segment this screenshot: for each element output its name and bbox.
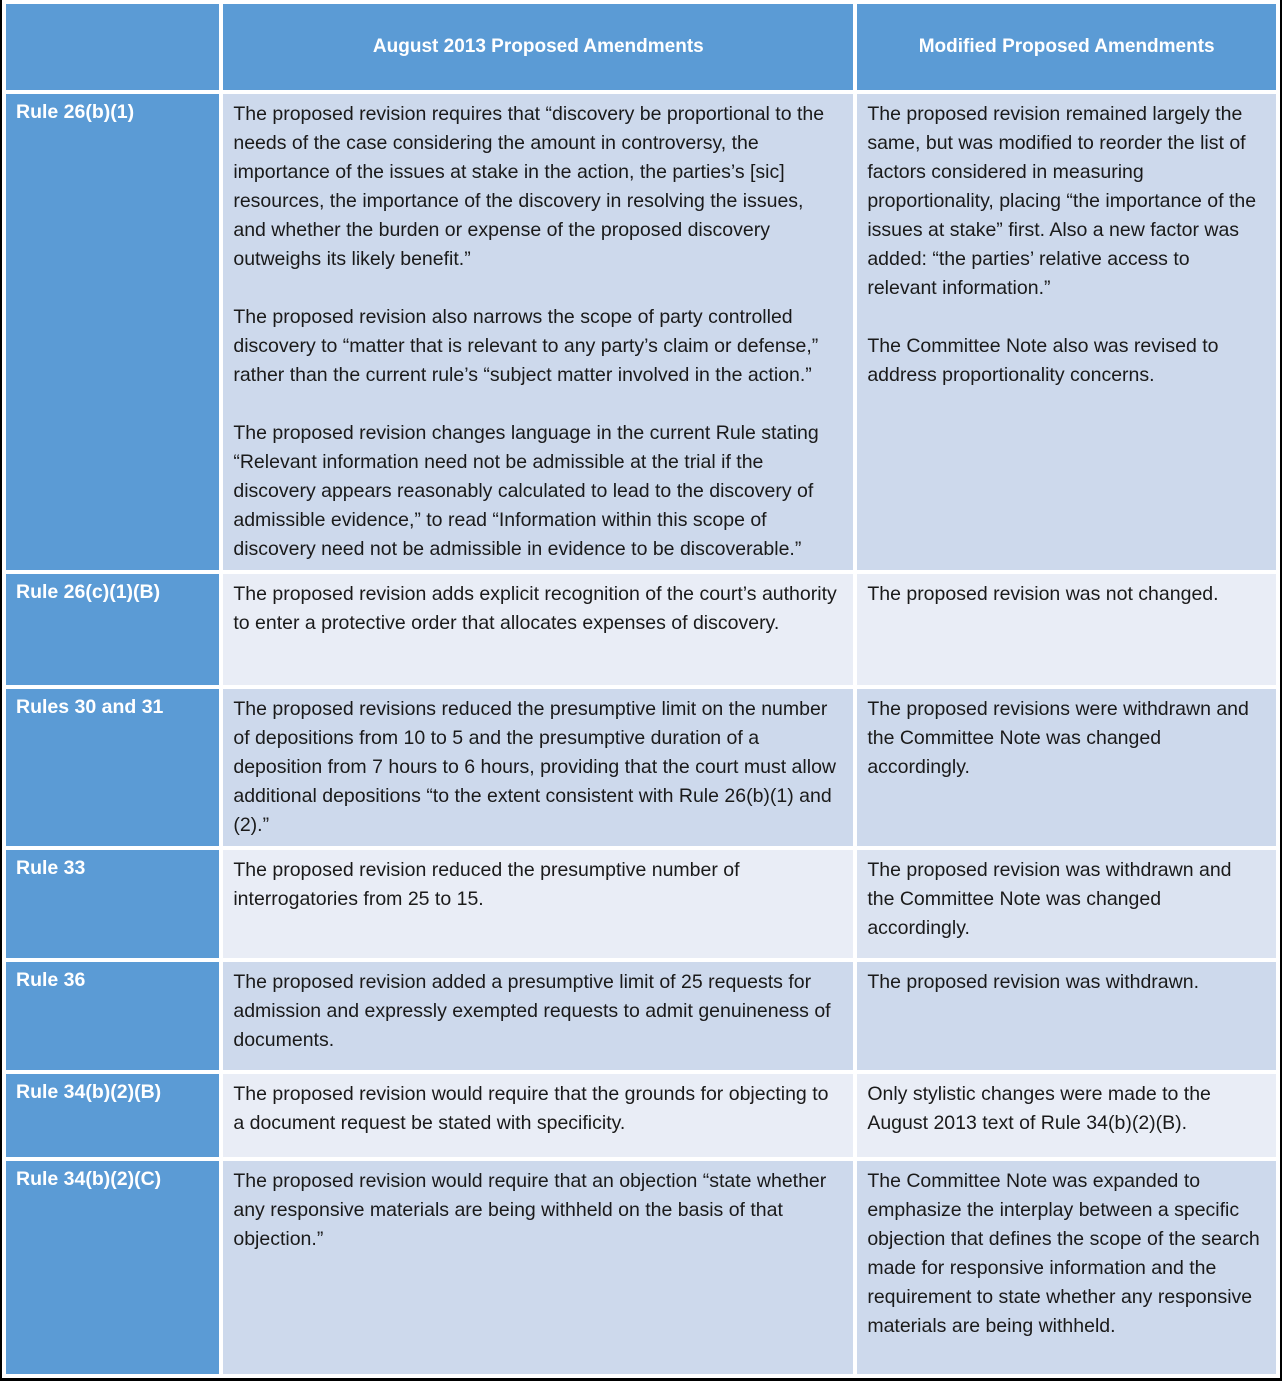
modified-amendment-cell: [857, 962, 1276, 1070]
corner-header-cell: [6, 4, 219, 90]
august-amendment-cell: [223, 1074, 853, 1157]
table-row: [6, 850, 1276, 958]
paragraph: The proposed revision also narrows the scope of party controlled discovery to “matter that is relevant to any party’s claim or defense,” rather than the current rule’s “subject matter involved in the action.”: [233, 306, 819, 386]
paragraph: The proposed revision was withdrawn.: [867, 971, 1199, 993]
rule-label-cell: Rule 33: [6, 850, 219, 958]
modified-column-header: Modified Proposed Amendments: [857, 4, 1276, 90]
amendments-comparison-table: [2, 0, 1280, 1378]
paragraph: The proposed revision reduced the presumptive number of interrogatories from 25 to 15.: [233, 859, 740, 910]
paragraph: The Committee Note was expanded to emphasize the interplay between a specific objection that defines the scope of the search made for responsive information and the requirement to state whether any responsive materials are being withheld.: [867, 1170, 1260, 1337]
table-row: [6, 1161, 1276, 1374]
modified-amendment-cell: [857, 850, 1276, 958]
table-row: [6, 962, 1276, 1070]
paragraph: The proposed revisions reduced the presumptive limit on the number of depositions from 10 to 5 and the presumptive duration of a deposition from 7 hours to 6 hours, providing that the court must allow additional depositions “to the extent consistent with Rule 26(b)(1) and (2).”: [233, 698, 836, 836]
header-row: [6, 4, 1276, 90]
paragraph: The proposed revision adds explicit recognition of the court’s authority to enter a protective order that allocates expenses of discovery.: [233, 583, 837, 634]
august-amendment-cell: [223, 1161, 853, 1374]
rule-label-cell: Rule 34(b)(2)(B): [6, 1074, 219, 1157]
paragraph: The proposed revision remained largely the same, but was modified to reorder the list of factors considered in measuring proportionality, placing “the importance of the issues at stake” first. Also a new factor was added: “the parties’ relative access to relevant information.”: [867, 103, 1257, 299]
modified-amendment-cell: [857, 94, 1276, 570]
paragraph: The proposed revision added a presumptive limit of 25 requests for admission and expressly exempted requests to admit genuineness of documents.: [233, 971, 831, 1051]
rule-label-cell: Rule 36: [6, 962, 219, 1070]
rules-table-body: [6, 94, 1276, 1374]
paragraph: Only stylistic changes were made to the August 2013 text of Rule 34(b)(2)(B).: [867, 1083, 1211, 1134]
rule-label-cell: Rule 26(b)(1): [6, 94, 219, 570]
august-amendment-cell: [223, 962, 853, 1070]
table-row: [6, 574, 1276, 685]
august-amendment-cell: [223, 689, 853, 846]
table-row: [6, 94, 1276, 570]
rule-label-cell: Rule 34(b)(2)(C): [6, 1161, 219, 1374]
august-amendment-cell: [223, 574, 853, 685]
rule-label-cell: Rules 30 and 31: [6, 689, 219, 846]
rule-label-cell: Rule 26(c)(1)(B): [6, 574, 219, 685]
august-column-header: August 2013 Proposed Amendments: [223, 4, 853, 90]
paragraph: The proposed revision would require that the grounds for objecting to a document request be stated with specificity.: [233, 1083, 829, 1134]
table-row: [6, 1074, 1276, 1157]
paragraph: The proposed revision would require that an objection “state whether any responsive materials are being withheld on the basis of that objection.”: [233, 1170, 827, 1250]
modified-amendment-cell: [857, 1074, 1276, 1157]
paragraph: The Committee Note also was revised to address proportionality concerns.: [867, 335, 1219, 386]
august-amendment-cell: [223, 94, 853, 570]
paragraph: The proposed revision changes language in the current Rule stating “Relevant information need not be admissible at the trial if the discovery appears reasonably calculated to lead to the discovery of admissible evidence,” to read “Information within this scope of discovery need not be admissible in evidence to be discoverable.”: [233, 422, 819, 560]
paragraph: The proposed revision was withdrawn and the Committee Note was changed accordingly.: [867, 859, 1232, 939]
paragraph: The proposed revision requires that “discovery be proportional to the needs of the case considering the amount in controversy, the importance of the issues at stake in the action, the parties’s [sic] resources, the importance of the discovery in resolving the issues, and whether the burden or expense of the proposed discovery outweighs its likely benefit.”: [233, 103, 825, 270]
modified-amendment-cell: [857, 689, 1276, 846]
modified-amendment-cell: [857, 574, 1276, 685]
paragraph: The proposed revision was not changed.: [867, 583, 1219, 605]
table-row: [6, 689, 1276, 846]
paragraph: The proposed revisions were withdrawn and the Committee Note was changed accordingly.: [867, 698, 1249, 778]
august-amendment-cell: [223, 850, 853, 958]
modified-amendment-cell: [857, 1161, 1276, 1374]
